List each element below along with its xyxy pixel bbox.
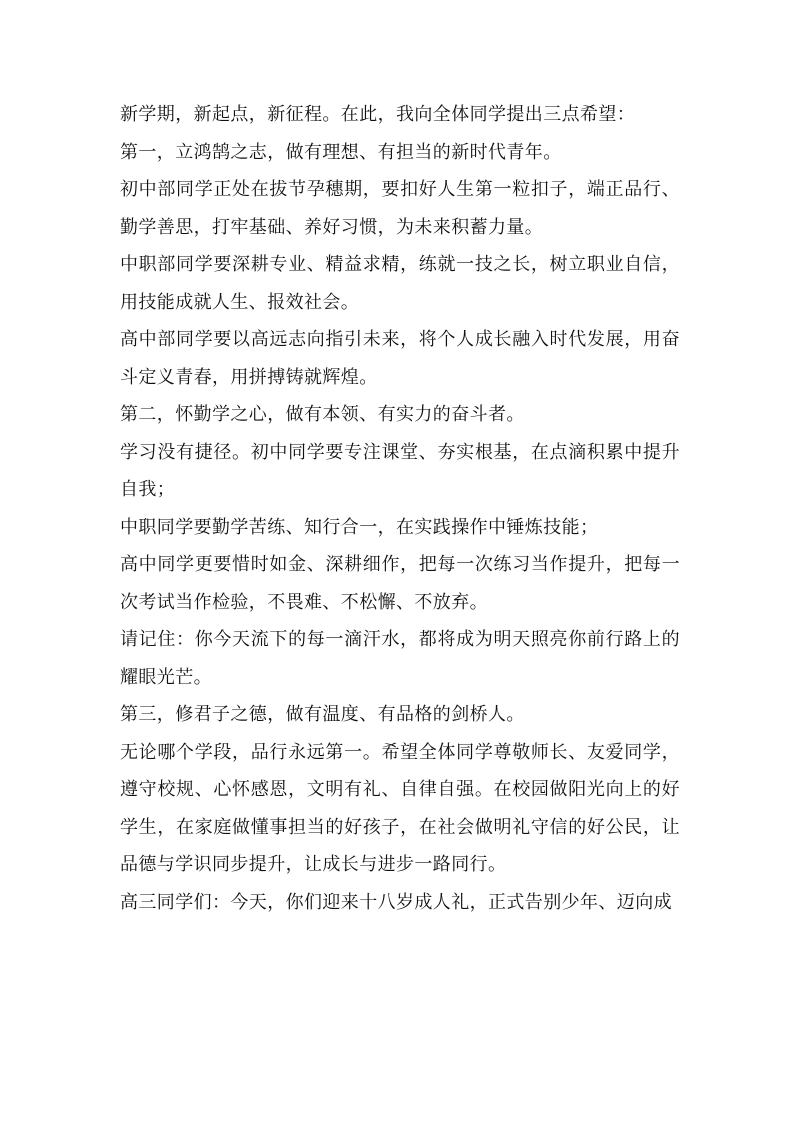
paragraph-character: 无论哪个学段，品行永远第一。希望全体同学尊敬师长、友爱同学，遵守校规、心怀感恩，文明有礼、自律自强。在校园做阳光向上的好学生，在家庭做懂事担当的好孩子，在社会做明礼守信的好公民，让品德与学识同步提升，让成长与进步一路同行。 — [120, 741, 680, 875]
paragraph-senior-three: 高三同学们：今天，你们迎来十八岁成人礼，正式告别少年、迈向成 — [120, 891, 672, 913]
paragraph-junior-high: 初中部同学正处在拔节孕穗期，要扣好人生第一粒扣子，端正品行、勤学善思，打牢基础、养好习惯，为未来积蓄力量。 — [120, 179, 680, 238]
paragraph-point-one-heading: 第一，立鸿鹄之志，做有理想、有担当的新时代青年。 — [120, 141, 562, 163]
paragraph-study-vocational: 中职同学要勤学苦练、知行合一，在实践操作中锤炼技能； — [120, 516, 599, 538]
paragraph-study-senior: 高中同学更要惜时如金、深耕细作，把每一次练习当作提升，把每一次考试当作检验，不畏难、不松懈、不放弃。 — [120, 554, 680, 613]
paragraph-intro: 新学期，新起点，新征程。在此，我向全体同学提出三点希望： — [120, 104, 636, 125]
paragraph-study-junior: 学习没有捷径。初中同学要专注课堂、夯实根基，在点滴积累中提升自我； — [120, 441, 680, 500]
paragraph-vocational: 中职部同学要深耕专业、精益求精，练就一技之长，树立职业自信，用技能成就人生、报效社会。 — [120, 254, 680, 313]
paragraph-point-three-heading: 第三，修君子之德，做有温度、有品格的剑桥人。 — [120, 704, 525, 725]
paragraph-senior-high: 高中部同学要以高远志向指引未来，将个人成长融入时代发展，用奋斗定义青春，用拼搏铸就辉煌。 — [120, 329, 680, 388]
paragraph-point-two-heading: 第二，怀勤学之心，做有本领、有实力的奋斗者。 — [120, 404, 525, 425]
paragraph-remember: 请记住：你今天流下的每一滴汗水，都将成为明天照亮你前行路上的耀眼光芒。 — [120, 629, 680, 688]
document-body — [120, 96, 680, 921]
